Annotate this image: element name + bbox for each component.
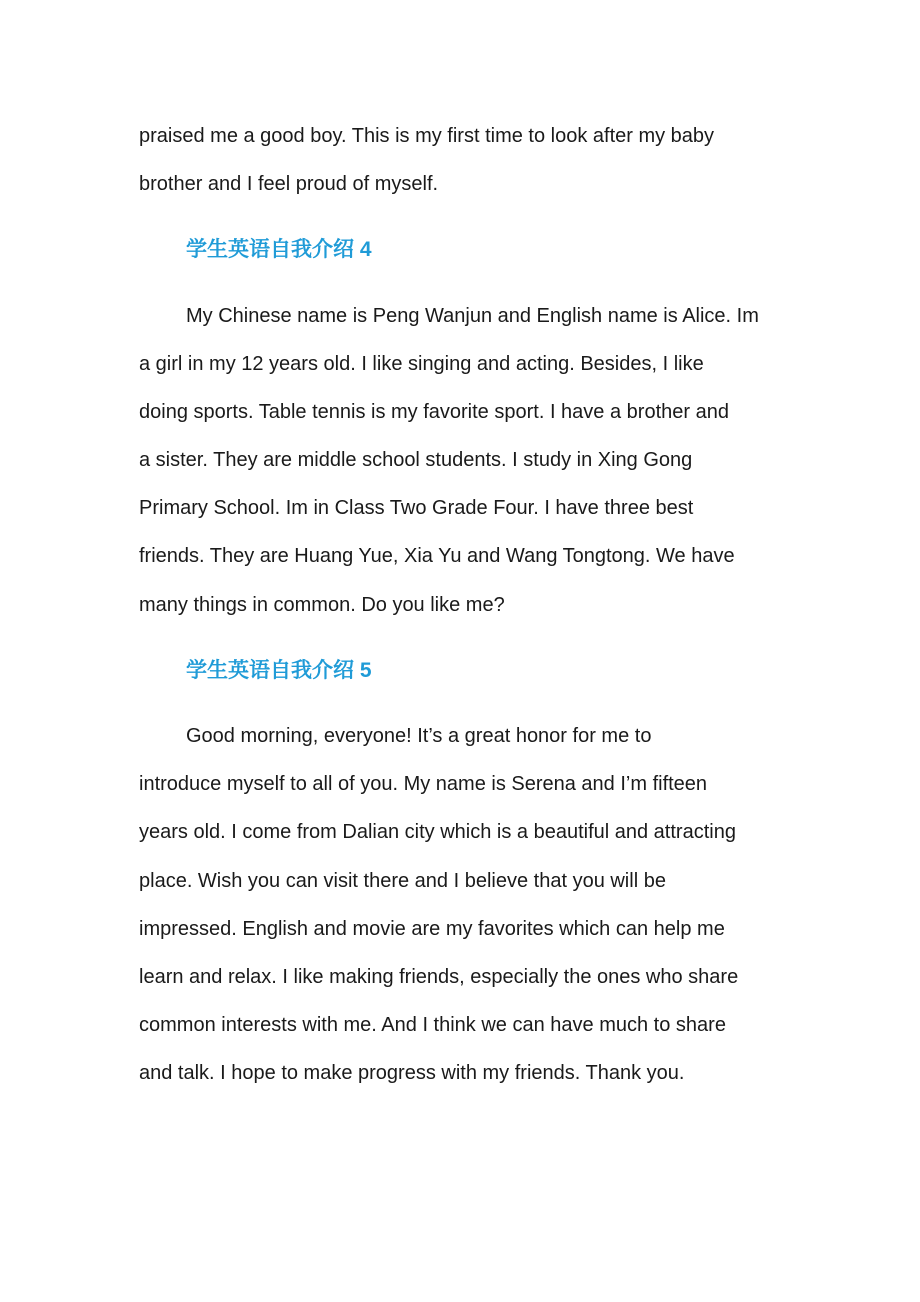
paragraph-line: many things in common. Do you like me? — [139, 594, 505, 616]
paragraph-line: years old. I come from Dalian city which is a beautiful and attracting — [139, 821, 736, 843]
paragraph-line: My Chinese name is Peng Wanjun and English name is Alice. Im — [186, 305, 759, 327]
paragraph-line: Primary School. Im in Class Two Grade Four. I have three best — [139, 497, 694, 519]
paragraph-line: doing sports. Table tennis is my favorite sport. I have a brother and — [139, 401, 729, 423]
paragraph-line: a girl in my 12 years old. I like singing and acting. Besides, I like — [139, 353, 704, 375]
section-heading-5: 学生英语自我介绍 5 — [186, 659, 372, 682]
paragraph-line: brother and I feel proud of myself. — [139, 173, 439, 195]
paragraph-line: and talk. I hope to make progress with my friends. Thank you. — [139, 1062, 685, 1084]
section-heading-4: 学生英语自我介绍 4 — [186, 238, 372, 261]
paragraph-line: Good morning, everyone! It’s a great honor for me to — [186, 725, 652, 747]
paragraph-line: learn and relax. I like making friends, especially the ones who share — [139, 966, 739, 988]
paragraph-line: common interests with me. And I think we can have much to share — [139, 1014, 726, 1036]
paragraph-line: introduce myself to all of you. My name is Serena and I’m fifteen — [139, 773, 708, 795]
paragraph-line: impressed. English and movie are my favorites which can help me — [139, 918, 725, 940]
paragraph-line: place. Wish you can visit there and I believe that you will be — [139, 870, 666, 892]
paragraph-line: friends. They are Huang Yue, Xia Yu and Wang Tongtong. We have — [139, 545, 735, 567]
paragraph-line: praised me a good boy. This is my first time to look after my baby — [139, 125, 715, 147]
paragraph-line: a sister. They are middle school students. I study in Xing Gong — [139, 449, 693, 471]
